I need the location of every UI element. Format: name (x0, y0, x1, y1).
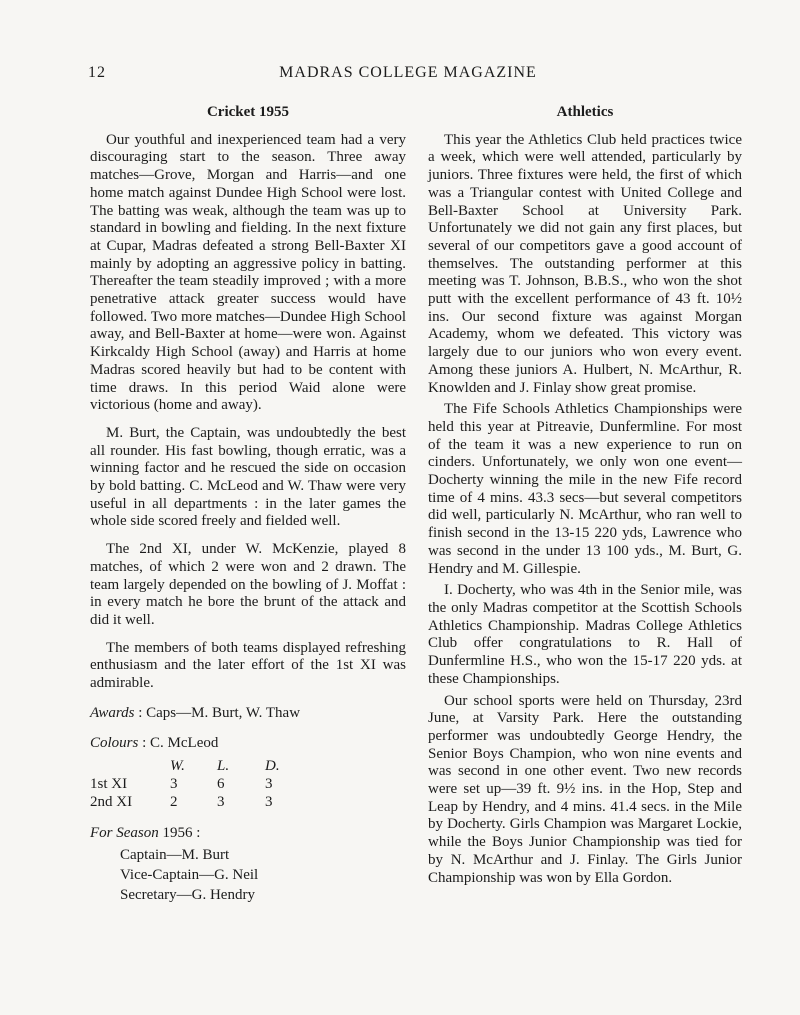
cricket-paragraph-4: The members of both teams displayed refreshing enthusiasm and the later effort of the 1st XI was admirable. (90, 639, 406, 692)
magazine-title: MADRAS COLLEGE MAGAZINE (279, 64, 537, 81)
team-record-table (90, 758, 280, 811)
athletics-paragraph-4: Our school sports were held on Thursday, 23rd June, at Varsity Park. Here the outstanding performer was undoubtedly George Hendry, the Senior Boys Champion, who won nine events and was second in one other event. Two new records were set up—39 ft. 9½ ins. in the Hop, Step and Leap by Hendry, and 4 mins. 41.4 secs. in the Mile by Docherty. Girls Champion was Margaret Lockie, while the Boys Junior Championship was tied for by N. McArthur and J. Finlay. The Girls Junior Championship was won by Ella Gordon. (428, 692, 742, 886)
page-header (88, 64, 728, 88)
team-name: 1st XI (90, 775, 128, 792)
season-label: For Season (90, 825, 159, 842)
awards-label: Awards (90, 704, 135, 721)
athletics-paragraph-2: The Fife Schools Athletics Championships were held this year at Pitreavie, Dunfermline. For most of the team it was a new experience to run on cinders. Unfortunately, we only won one event—Docherty winning the mile in the new Fife record time of 4 mins. 43.3 secs—but several competitors did well, particularly N. McArthur, who ran well to finish second in the 13-15 220 yds, Lawrence who was second in the under 13 100 yds., M. Burt, G. Hendry and M. Gillespie. (428, 401, 742, 577)
athletics-column (428, 104, 742, 891)
season-line (90, 825, 406, 843)
cricket-paragraph-2: M. Burt, the Captain, was undoubtedly the best all rounder. His fast bowling, though erratic, was a winning factor and he rescued the side on occasion by bold batting. C. McLeod and W. Thaw were very useful in all departments : in the later games the whole side scored freely and fielded well. (90, 424, 406, 530)
page-number: 12 (88, 64, 106, 81)
officer-vice-captain: Vice-Captain—G. Neil (120, 867, 259, 884)
officer-secretary: Secretary—G. Hendry (120, 887, 255, 904)
season-value: 1956 : (162, 825, 201, 842)
cricket-paragraph-3: The 2nd XI, under W. McKenzie, played 8 matches, of which 2 were won and 2 drawn. The team largely depended on the bowling of J. Moffat : in every match he bore the brunt of the attack and did it well. (90, 541, 406, 628)
team-column-header (90, 758, 170, 776)
colours-label: Colours (90, 734, 139, 751)
losses-value: 6 (217, 775, 225, 792)
draws-value: 3 (265, 793, 273, 810)
cricket-heading: Cricket 1955 (206, 104, 290, 120)
table-row (90, 794, 280, 812)
team-name: 2nd XI (90, 793, 133, 810)
losses-column-header: L. (217, 758, 230, 775)
cricket-paragraph-1: Our youthful and inexperienced team had a very discouraging start to the season. Three away matches—Grove, Morgan and Harris—and one home match against Dundee High School were lost. The batting was weak, although the team was up to standard in bowling and fielding. In the next fixture at Cupar, Madras defeated a strong Bell-Baxter XI mainly by adopting an aggressive policy in batting. Thereafter the team steadily improved ; with a more penetrative attack greater success would have followed. Two more matches—Dundee High School away, and Bell-Baxter at home—were won. Against Kirkcaldy High School (away) and Harris at home Madras scored heavily but had to be content with time draws. In this period Waid alone were victorious (home and away). (90, 131, 406, 414)
draws-column-header: D. (265, 758, 280, 775)
awards-value: : Caps—M. Burt, W. Thaw (138, 704, 301, 721)
athletics-paragraph-1: This year the Athletics Club held practices twice a week, which were well attended, particularly by juniors. Three fixtures were held, the first of which was a Triangular contest with United College and Bell-Baxter School at University Park. Unfortunately we did not gain any first places, but several of our competitors gave a good account of themselves. The outstanding performer at this meeting was T. Johnson, B.B.S., who won the shot putt with the excellent performance of 43 ft. 10½ ins. Our second fixture was against Morgan Academy, whom we defeated. This victory was largely due to our juniors who won every event. Among these juniors A. Hulbert, N. McArthur, R. Knowlden and J. Finlay show great promise. (428, 131, 742, 396)
colours-value: : C. McLeod (142, 734, 219, 751)
wins-value: 2 (170, 793, 178, 810)
officers-list (120, 845, 406, 905)
colours-line (90, 735, 406, 753)
draws-value: 3 (265, 775, 273, 792)
table-header-row (90, 758, 280, 776)
table-row (90, 776, 280, 794)
wins-column-header: W. (170, 758, 185, 775)
officer-captain: Captain—M. Burt (120, 847, 230, 864)
athletics-heading: Athletics (556, 104, 614, 120)
awards-line (90, 705, 406, 723)
cricket-column (90, 104, 406, 905)
athletics-paragraph-3: I. Docherty, who was 4th in the Senior mile, was the only Madras competitor at the Scottish Schools Athletics Championship. Madras College Athletics Club offer congratulations to R. Hall of Dunfermline H.S., who won the 15-17 220 yds. at these Championships. (428, 582, 742, 687)
wins-value: 3 (170, 775, 178, 792)
losses-value: 3 (217, 793, 225, 810)
